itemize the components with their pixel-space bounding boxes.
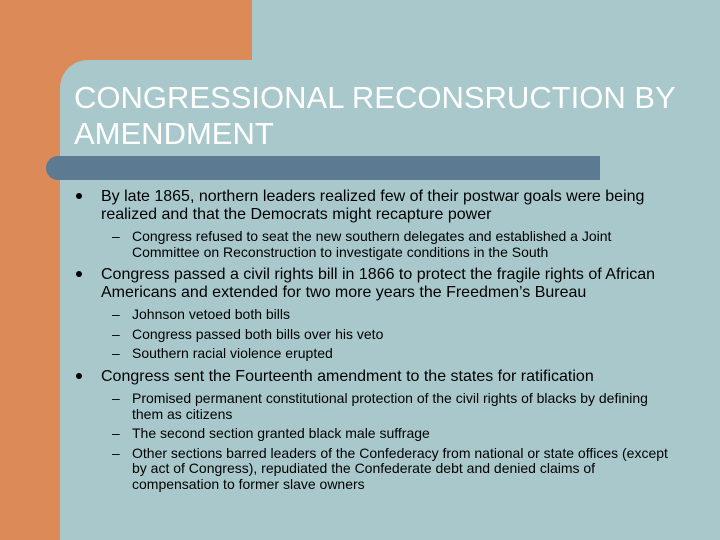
bullet-item: [76, 368, 676, 386]
bullet-dot-icon: [76, 271, 82, 277]
sub-bullet-text: Congress refused to seat the new southern delegates and established a Joint Committee on Reconstruction to investigate conditions in the South: [132, 228, 612, 260]
sub-bullet-list: [76, 307, 676, 362]
sub-bullet-text: Johnson vetoed both bills: [132, 306, 290, 322]
sub-bullet-item: [76, 327, 676, 343]
sub-bullet-text: Promised permanent constitutional protection of the civil rights of blacks by defining them as citizens: [132, 390, 648, 422]
bullet-dot-icon: [76, 193, 82, 199]
slide-title: CONGRESSIONAL RECONSRUCTION BY AMENDMENT: [74, 80, 676, 151]
dash-icon: –: [112, 345, 120, 361]
sub-bullet-item: [76, 229, 676, 260]
sub-bullet-list: [76, 229, 676, 260]
sub-bullet-text: Southern racial violence erupted: [132, 345, 333, 361]
sub-bullet-text: The second section granted black male suffrage: [132, 425, 430, 441]
dash-icon: –: [112, 390, 120, 406]
bullet-text: Congress sent the Fourteenth amendment to the states for ratification: [101, 367, 594, 385]
dash-icon: –: [112, 306, 120, 322]
sub-bullet-item: [76, 446, 676, 493]
sub-bullet-item: [76, 346, 676, 362]
sub-bullet-text: Other sections barred leaders of the Confederacy from national or state offices (except by act of Congress), repudiated the Confederate debt and denied claims of compensation to former slave owners: [132, 444, 668, 492]
sub-bullet-item: [76, 307, 676, 323]
slide-content: [76, 188, 676, 498]
sub-bullet-text: Congress passed both bills over his veto: [132, 325, 384, 342]
dash-icon: –: [112, 425, 120, 441]
dash-icon: –: [112, 228, 120, 244]
sub-bullet-item: [76, 426, 676, 442]
bullet-item: [76, 188, 676, 223]
dash-icon: –: [112, 325, 120, 342]
bullet-text: Congress passed a civil rights bill in 1866 to protect the fragile rights of African Americans and extended for two more years the Freedmen’s Bureau: [101, 266, 656, 301]
bullet-text: By late 1865, northern leaders realized few of their postwar goals were being realized and that the Democrats might recapture power: [101, 188, 645, 223]
title-underline-bar: [60, 156, 600, 180]
bullet-item: [76, 266, 676, 301]
sub-bullet-item: [76, 391, 676, 422]
bullet-dot-icon: [76, 373, 82, 379]
dash-icon: –: [112, 444, 120, 461]
sub-bullet-list: [76, 391, 676, 492]
